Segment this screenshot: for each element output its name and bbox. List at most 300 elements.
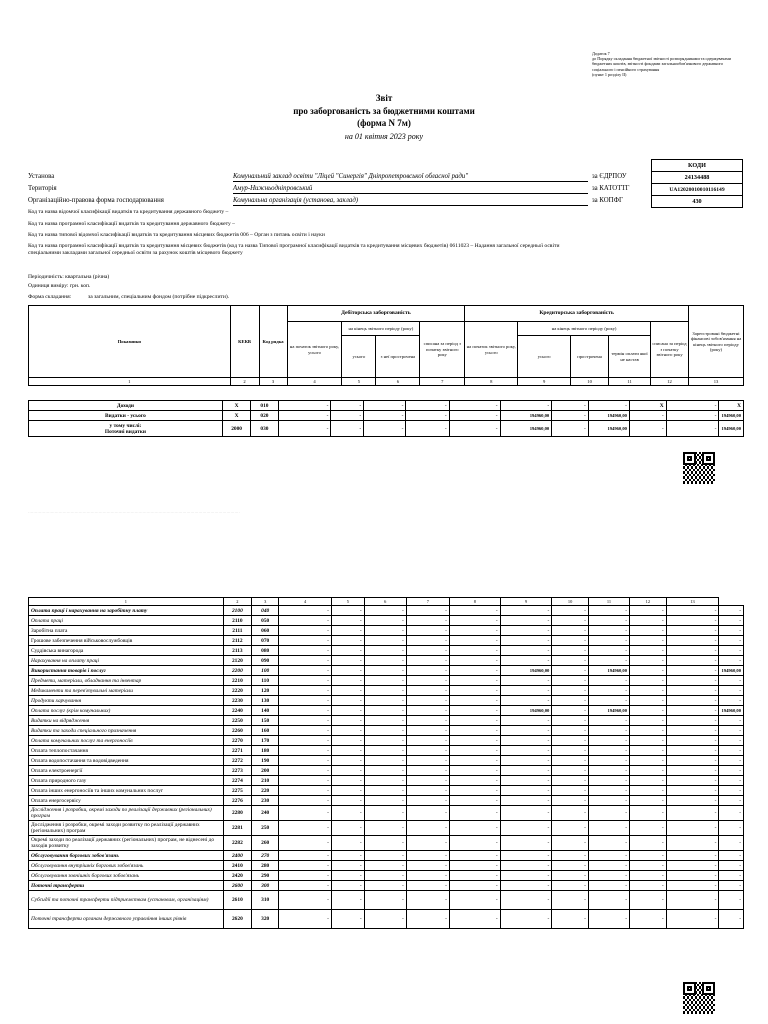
row-value-cell: - xyxy=(719,606,744,616)
row-value-cell: - xyxy=(406,606,449,616)
row-value-cell: - xyxy=(331,421,364,437)
row-kekv: 2200 xyxy=(223,666,251,676)
row-value-cell: - xyxy=(500,806,552,821)
table-row xyxy=(29,881,744,891)
table-row xyxy=(29,726,744,736)
row-value-cell: - xyxy=(331,656,364,666)
row-value-cell: - xyxy=(588,636,629,646)
row-value-cell: - xyxy=(500,910,552,929)
row-value-cell: - xyxy=(364,606,406,616)
row-value-cell: - xyxy=(331,891,364,910)
org-code-label-edrpou: за ЄДРПОУ xyxy=(592,173,627,180)
row-value-cell: - xyxy=(449,736,500,746)
row-indicator-name: Доходи xyxy=(29,401,223,411)
row-value-cell: - xyxy=(449,401,500,411)
row-value-cell: - xyxy=(630,821,667,836)
code-edrpou: 24134488 xyxy=(652,172,743,184)
row-value-cell: - xyxy=(552,401,589,411)
column-number: 9 xyxy=(518,378,571,386)
row-value-cell: X xyxy=(719,401,744,411)
main-table-body xyxy=(28,400,744,437)
row-value-cell: - xyxy=(500,836,552,851)
row-value-cell: - xyxy=(552,891,589,910)
column-number: 6 xyxy=(364,598,406,606)
row-value-cell: - xyxy=(364,796,406,806)
row-value-cell: - xyxy=(666,756,719,766)
row-value-cell: - xyxy=(500,656,552,666)
row-value-cell: - xyxy=(630,636,667,646)
row-value-cell: - xyxy=(331,736,364,746)
row-value-cell: - xyxy=(630,616,667,626)
main-table-header xyxy=(28,305,744,386)
org-label-territory: Територія xyxy=(28,185,57,192)
row-value-cell: - xyxy=(449,666,500,676)
row-value-cell: - xyxy=(719,821,744,836)
row-value-cell: - xyxy=(279,746,332,756)
row-kekv: 2220 xyxy=(223,686,251,696)
row-value-cell: - xyxy=(364,696,406,706)
row-value-cell: 194960,00 xyxy=(719,421,744,437)
table-row xyxy=(29,626,744,636)
row-value-cell: - xyxy=(630,891,667,910)
table-row xyxy=(29,776,744,786)
column-number: 3 xyxy=(252,598,279,606)
row-value-cell: - xyxy=(666,626,719,636)
row-value-cell: - xyxy=(279,636,332,646)
row-indicator-name: Оплата теплопостачання xyxy=(29,746,224,756)
row-value-cell: - xyxy=(449,706,500,716)
kpk-line: Код та назва програмної класифікації видатків та кредитування державного бюджету – xyxy=(28,221,235,227)
row-indicator-name: Обслуговування внутрішніх боргових зобов'язань xyxy=(29,861,224,871)
row-value-cell: - xyxy=(588,746,629,756)
row-value-cell: - xyxy=(331,766,364,776)
row-value-cell: - xyxy=(331,881,364,891)
row-value-cell: - xyxy=(630,676,667,686)
row-indicator-name: Субсидії та поточні трансферти підприємствам (установам, організаціям) xyxy=(29,891,224,910)
table-row xyxy=(29,676,744,686)
row-value-cell: - xyxy=(279,756,332,766)
row-value-cell: - xyxy=(666,421,719,437)
row-value-cell: - xyxy=(666,796,719,806)
table-row xyxy=(29,861,744,871)
row-value-cell: - xyxy=(449,776,500,786)
row-kekv: 2260 xyxy=(223,726,251,736)
row-value-cell: - xyxy=(406,861,449,871)
row-value-cell: - xyxy=(719,910,744,929)
row-value-cell: - xyxy=(331,401,364,411)
row-value-cell: - xyxy=(331,636,364,646)
row-value-cell: - xyxy=(630,871,667,881)
row-value-cell: - xyxy=(364,636,406,646)
table-row xyxy=(29,786,744,796)
row-value-cell: 194960,00 xyxy=(500,706,552,716)
row-indicator-name: Предмети, матеріали, обладнання та інвентар xyxy=(29,676,224,686)
column-number: 4 xyxy=(287,378,342,386)
code-katottg: UA12020010010116149 xyxy=(652,184,743,196)
row-kekv: 2420 xyxy=(223,871,251,881)
table-row xyxy=(29,821,744,836)
row-value-cell: - xyxy=(331,616,364,626)
row-value-cell: - xyxy=(449,696,500,706)
table-row xyxy=(29,851,744,861)
header-registered: Зареєстровані бюджетні фінансові зобов'язання на кінець звітного періоду (року) xyxy=(688,306,743,378)
row-value-cell: - xyxy=(719,881,744,891)
row-value-cell: - xyxy=(588,686,629,696)
row-value-cell: - xyxy=(500,616,552,626)
header-debit-written-off: списана за період з початку звітного року xyxy=(420,322,465,378)
row-value-cell: - xyxy=(449,851,500,861)
row-value-cell: - xyxy=(364,676,406,686)
row-value-cell: - xyxy=(331,786,364,796)
row-kekv: 2281 xyxy=(223,821,251,836)
row-value-cell: - xyxy=(364,686,406,696)
column-number: 10 xyxy=(571,378,609,386)
row-value-cell: - xyxy=(500,636,552,646)
row-value-cell: - xyxy=(719,656,744,666)
row-value-cell: - xyxy=(406,836,449,851)
row-kekv: 2276 xyxy=(223,796,251,806)
row-value-cell: - xyxy=(588,626,629,636)
row-value-cell: - xyxy=(406,636,449,646)
row-value-cell: - xyxy=(279,910,332,929)
table-row xyxy=(29,806,744,821)
column-number: 9 xyxy=(500,598,552,606)
row-value-cell: - xyxy=(279,706,332,716)
row-value-cell: - xyxy=(406,411,449,421)
row-value-cell: - xyxy=(449,626,500,636)
row-value-cell: - xyxy=(364,861,406,871)
report-subtitle: про заборгованість за бюджетними коштами xyxy=(293,106,475,116)
form-number: (форма N 7м) xyxy=(357,118,411,128)
row-value-cell: - xyxy=(364,626,406,636)
row-value-cell: - xyxy=(719,776,744,786)
column-number: 3 xyxy=(259,378,287,386)
row-value-cell: - xyxy=(666,910,719,929)
row-indicator-name: Оплата енергосервісу xyxy=(29,796,224,806)
row-value-cell: - xyxy=(666,891,719,910)
row-value-cell: - xyxy=(666,656,719,666)
row-value-cell: - xyxy=(552,756,589,766)
row-kekv: 2620 xyxy=(223,910,251,929)
row-value-cell: - xyxy=(449,411,500,421)
row-value-cell: - xyxy=(406,666,449,676)
row-value-cell: - xyxy=(588,821,629,836)
org-label-institution: Установа xyxy=(28,173,55,180)
header-credit-overdue: прострочена xyxy=(571,336,609,378)
row-indicator-name: Оплата праці xyxy=(29,616,224,626)
row-value-cell: - xyxy=(449,636,500,646)
row-code: 090 xyxy=(252,656,279,666)
row-code: 050 xyxy=(252,616,279,626)
row-value-cell: - xyxy=(588,656,629,666)
row-value-cell: - xyxy=(331,411,364,421)
table-row xyxy=(29,616,744,626)
row-value-cell: - xyxy=(278,421,331,437)
org-label-legal-form: Організаційно-правова форма господарювання xyxy=(28,197,164,204)
row-kekv: 2240 xyxy=(223,706,251,716)
row-value-cell: - xyxy=(719,861,744,871)
table-row xyxy=(29,696,744,706)
row-value-cell: - xyxy=(500,746,552,756)
table-row xyxy=(29,746,744,756)
row-indicator-name: Дослідження і розробки, окремі заходи по реалізації державних (регіональних) програм xyxy=(29,806,224,821)
row-value-cell: - xyxy=(719,686,744,696)
row-value-cell: - xyxy=(666,676,719,686)
row-value-cell: - xyxy=(279,686,332,696)
row-value-cell: - xyxy=(449,686,500,696)
row-value-cell: - xyxy=(364,806,406,821)
row-value-cell: - xyxy=(331,676,364,686)
row-value-cell: - xyxy=(588,606,629,616)
header-credit: Кредиторська заборгованість xyxy=(465,306,689,322)
row-value-cell: - xyxy=(630,861,667,871)
row-value-cell: - xyxy=(449,746,500,756)
column-numbers-row xyxy=(29,378,744,386)
row-value-cell: - xyxy=(279,646,332,656)
row-value-cell: - xyxy=(406,766,449,776)
row-code: 290 xyxy=(252,871,279,881)
row-value-cell: - xyxy=(364,401,406,411)
row-value-cell: - xyxy=(406,421,449,437)
org-value-legal-form: Комунальна організація (установа, заклад) xyxy=(233,197,588,206)
row-kekv: 2275 xyxy=(223,786,251,796)
row-value-cell: - xyxy=(666,871,719,881)
row-value-cell: - xyxy=(666,766,719,776)
row-value-cell: - xyxy=(364,736,406,746)
row-value-cell: - xyxy=(331,756,364,766)
row-value-cell: - xyxy=(630,736,667,746)
column-number: 2 xyxy=(223,598,251,606)
row-value-cell: - xyxy=(552,716,589,726)
row-value-cell: - xyxy=(588,910,629,929)
row-value-cell: - xyxy=(364,726,406,736)
row-value-cell: - xyxy=(500,756,552,766)
row-value-cell: - xyxy=(449,716,500,726)
row-value-cell: - xyxy=(500,626,552,636)
row-code: 190 xyxy=(252,756,279,766)
row-value-cell: - xyxy=(719,871,744,881)
row-value-cell: - xyxy=(279,806,332,821)
row-indicator-name: Заробітна плата xyxy=(29,626,224,636)
row-value-cell: - xyxy=(588,616,629,626)
row-value-cell: - xyxy=(500,891,552,910)
row-value-cell: - xyxy=(406,716,449,726)
row-code: 250 xyxy=(252,821,279,836)
row-value-cell: - xyxy=(588,881,629,891)
row-indicator-name: Дослідження і розробки, окремі заходи розвитку по реалізації державних (регіональних) програм xyxy=(29,821,224,836)
row-value-cell: - xyxy=(364,646,406,656)
row-value-cell: - xyxy=(500,726,552,736)
row-kekv: 2282 xyxy=(223,836,251,851)
row-value-cell: - xyxy=(666,726,719,736)
row-indicator-name: Використання товарів і послуг xyxy=(29,666,224,676)
column-numbers-row xyxy=(29,598,744,606)
column-number: 13 xyxy=(688,378,743,386)
row-value-cell: - xyxy=(449,821,500,836)
column-number: 6 xyxy=(376,378,420,386)
row-value-cell: - xyxy=(279,821,332,836)
row-value-cell: - xyxy=(331,746,364,756)
row-value-cell: - xyxy=(552,861,589,871)
row-indicator-name: Обслуговування боргових зобов'язань xyxy=(29,851,224,861)
header-credit-not-due: термін оплати якої не настав xyxy=(609,336,651,378)
row-indicator-name: Поточні трансферти xyxy=(29,881,224,891)
column-number: 11 xyxy=(609,378,651,386)
row-value-cell: - xyxy=(364,756,406,766)
row-value-cell: - xyxy=(279,696,332,706)
header-debit-overdue: з неї прострочена xyxy=(376,336,420,378)
column-number: 13 xyxy=(666,598,719,606)
row-value-cell: - xyxy=(449,756,500,766)
tkv-line: Код та назва типової відомчої класифікації видатків та кредитування місцевих бюджетів 006 – Орган з питань освіти і науки xyxy=(28,232,325,238)
row-kekv: 2410 xyxy=(223,861,251,871)
row-value-cell: - xyxy=(331,796,364,806)
row-value-cell: - xyxy=(500,881,552,891)
qr-code-icon-bottom xyxy=(683,982,715,1014)
row-indicator-name: Оплата природного газу xyxy=(29,776,224,786)
row-value-cell: - xyxy=(364,871,406,881)
row-value-cell: - xyxy=(279,726,332,736)
row-indicator-name: Оплата інших енергоносіїв та інших комунальних послуг xyxy=(29,786,224,796)
table-row xyxy=(29,686,744,696)
row-value-cell: - xyxy=(719,891,744,910)
row-code: 180 xyxy=(252,746,279,756)
row-code: 120 xyxy=(252,686,279,696)
row-value-cell: - xyxy=(500,686,552,696)
row-value-cell: - xyxy=(449,421,500,437)
row-kekv: X xyxy=(222,401,250,411)
row-value-cell: - xyxy=(406,676,449,686)
row-value-cell: - xyxy=(588,851,629,861)
row-value-cell: - xyxy=(279,626,332,636)
row-value-cell: - xyxy=(666,616,719,626)
row-value-cell: - xyxy=(331,851,364,861)
row-value-cell: - xyxy=(331,861,364,871)
row-code: 270 xyxy=(252,851,279,861)
row-value-cell: - xyxy=(331,871,364,881)
row-kekv: 2272 xyxy=(223,756,251,766)
row-value-cell: - xyxy=(449,871,500,881)
row-value-cell: - xyxy=(666,821,719,836)
table-row xyxy=(29,716,744,726)
row-value-cell: - xyxy=(552,806,589,821)
row-value-cell: - xyxy=(449,796,500,806)
row-value-cell: - xyxy=(588,861,629,871)
table-row xyxy=(29,706,744,716)
row-value-cell: - xyxy=(630,881,667,891)
row-value-cell: - xyxy=(500,606,552,616)
row-indicator-name: Продукти харчування xyxy=(29,696,224,706)
appendix-note: Додаток 7 до Порядку складання бюджетної звітності розпорядниками та одержувачами бюджетних коштів, звітності фондами загальнообов'язкового державного соціального і пенсійного страхування (пункт 1 розділу ІІ) xyxy=(592,51,732,77)
row-kekv: 2280 xyxy=(223,806,251,821)
row-value-cell: - xyxy=(666,736,719,746)
column-number: 7 xyxy=(420,378,465,386)
row-value-cell: - xyxy=(588,796,629,806)
row-value-cell: - xyxy=(364,836,406,851)
row-value-cell: - xyxy=(364,776,406,786)
row-indicator-name: Оплата комунальних послуг та енергоносіїв xyxy=(29,736,224,746)
row-value-cell: - xyxy=(406,736,449,746)
row-value-cell: - xyxy=(279,851,332,861)
row-value-cell: - xyxy=(500,736,552,746)
column-number: 12 xyxy=(651,378,689,386)
row-value-cell: - xyxy=(449,676,500,686)
row-kekv: X xyxy=(222,411,250,421)
row-value-cell: - xyxy=(406,796,449,806)
header-debit-total: усього xyxy=(342,336,376,378)
org-code-label-katottg: за КАТОТТГ xyxy=(592,185,630,192)
row-value-cell: - xyxy=(449,606,500,616)
row-value-cell: 194960,00 xyxy=(500,666,552,676)
row-value-cell: - xyxy=(630,646,667,656)
row-value-cell: - xyxy=(279,676,332,686)
row-code: 320 xyxy=(252,910,279,929)
row-kekv: 2110 xyxy=(223,616,251,626)
row-value-cell: - xyxy=(630,706,667,716)
row-value-cell: - xyxy=(630,716,667,726)
row-value-cell: - xyxy=(278,401,331,411)
row-value-cell: - xyxy=(588,676,629,686)
row-code: 150 xyxy=(252,716,279,726)
row-value-cell: - xyxy=(278,411,331,421)
row-value-cell: - xyxy=(406,686,449,696)
row-value-cell: - xyxy=(364,706,406,716)
row-value-cell: - xyxy=(500,871,552,881)
row-indicator-name: Видатки та заходи спеціального призначення xyxy=(29,726,224,736)
row-value-cell: - xyxy=(719,836,744,851)
row-value-cell: - xyxy=(630,786,667,796)
row-value-cell: - xyxy=(588,786,629,796)
table-row xyxy=(29,606,744,616)
header-credit-written-off: списана за період з початку звітного року xyxy=(651,322,689,378)
row-value-cell: - xyxy=(552,821,589,836)
table-row xyxy=(29,736,744,746)
table-row xyxy=(29,836,744,851)
report-date: на 01 квітня 2023 року xyxy=(344,132,424,141)
row-value-cell: - xyxy=(279,716,332,726)
row-value-cell: - xyxy=(588,766,629,776)
row-kekv: 2250 xyxy=(223,716,251,726)
row-kekv: 2600 xyxy=(223,881,251,891)
column-number: 2 xyxy=(230,378,259,386)
row-value-cell: - xyxy=(406,851,449,861)
row-value-cell: - xyxy=(331,696,364,706)
row-value-cell: - xyxy=(630,726,667,736)
row-value-cell: - xyxy=(364,881,406,891)
row-value-cell: - xyxy=(588,716,629,726)
row-code: 020 xyxy=(251,411,278,421)
row-value-cell: - xyxy=(406,746,449,756)
org-value-institution: Комунальний заклад освіти "Ліцей "Синергія" Дніпропетровської обласної ради" xyxy=(233,173,588,182)
row-code: 100 xyxy=(252,666,279,676)
row-value-cell: - xyxy=(666,881,719,891)
row-code: 170 xyxy=(252,736,279,746)
row-indicator-name: Медикаменти та перев'язувальні матеріали xyxy=(29,686,224,696)
row-value-cell: 194960,00 xyxy=(588,421,629,437)
row-value-cell: - xyxy=(588,696,629,706)
table-row xyxy=(29,871,744,881)
row-value-cell: - xyxy=(588,646,629,656)
table-row xyxy=(29,421,744,437)
row-value-cell: - xyxy=(552,421,589,437)
row-value-cell: - xyxy=(500,676,552,686)
row-value-cell: - xyxy=(406,786,449,796)
row-value-cell: - xyxy=(666,746,719,756)
row-value-cell: - xyxy=(406,401,449,411)
expenses-table xyxy=(28,597,744,929)
row-value-cell: X xyxy=(629,401,666,411)
row-value-cell: - xyxy=(552,411,589,421)
